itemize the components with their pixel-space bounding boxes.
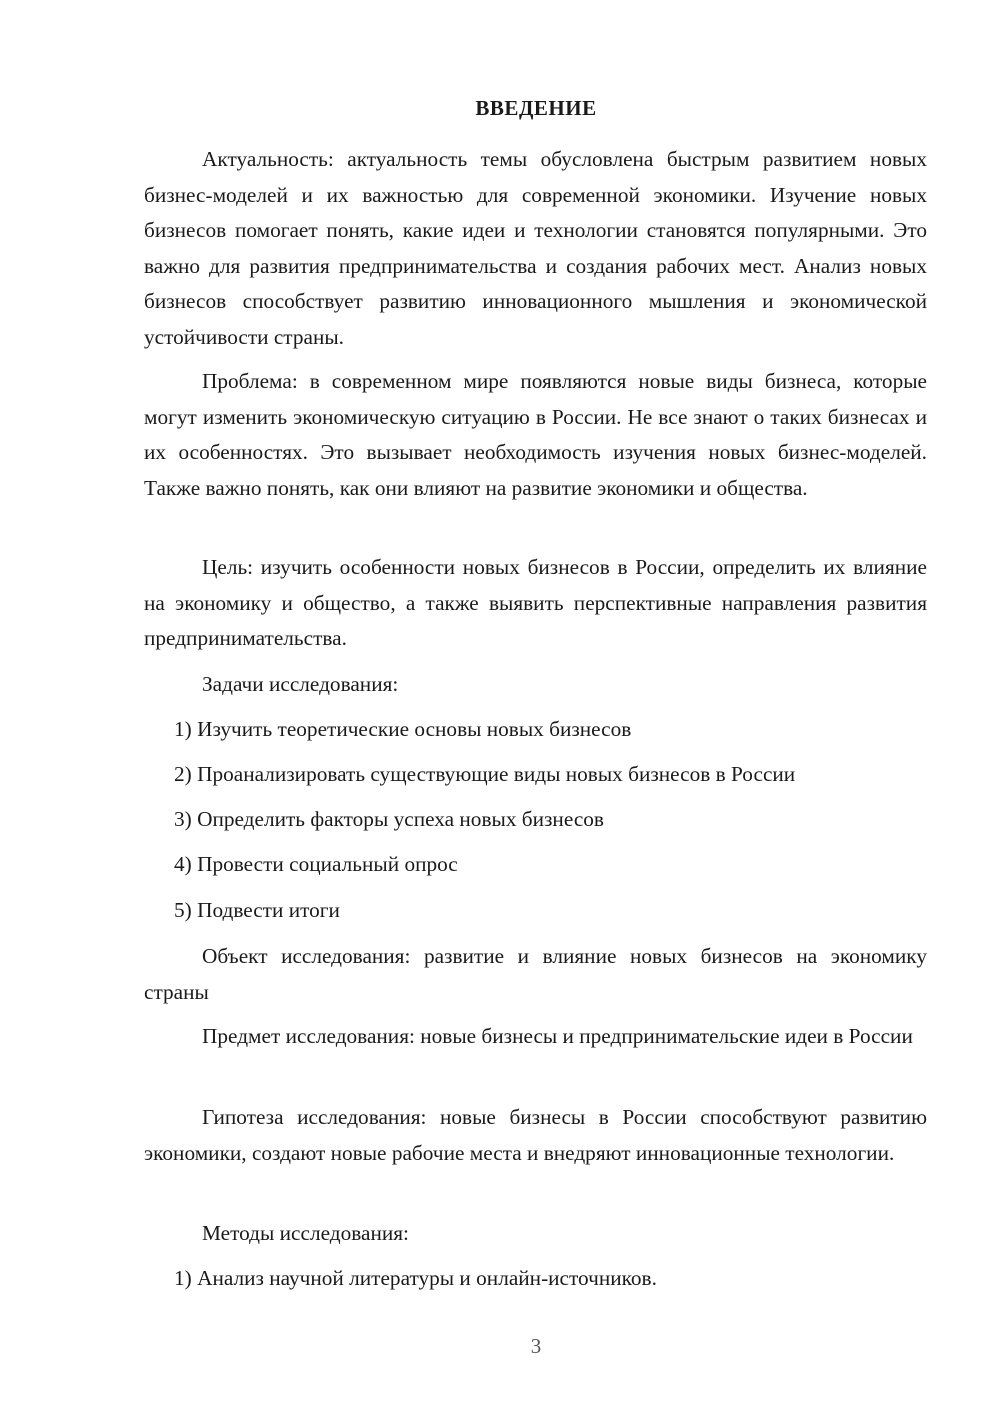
relevance-paragraph: Актуальность: актуальность темы обусловлена быстрым развитием новых бизнес-моделей и их важностью для современной экономики. Изучение новых бизнесов помогает понять, какие идеи и технологии становятся популярными. Это важно для развития предпринимательства и создания рабочих мест. Анализ новых бизнесов способствует развитию инновационного мышления и экономической устойчивости страны. xyxy=(144,147,927,349)
task-item: 3) Определить факторы успеха новых бизнесов xyxy=(174,807,604,831)
task-item: 4) Провести социальный опрос xyxy=(174,852,458,876)
task-item: 1) Изучить теоретические основы новых бизнесов xyxy=(174,717,632,741)
page-title: ВВЕДЕНИЕ xyxy=(475,96,597,120)
tasks-heading: Задачи исследования: xyxy=(202,672,399,696)
page-number: 3 xyxy=(530,1334,542,1358)
task-item: 2) Проанализировать существующие виды новых бизнесов в России xyxy=(174,762,796,786)
object-paragraph: Объект исследования: развитие и влияние новых бизнесов на экономику страны xyxy=(144,944,927,1004)
task-item: 5) Подвести итоги xyxy=(174,898,340,922)
methods-heading: Методы исследования: xyxy=(202,1221,409,1245)
method-item: 1) Анализ научной литературы и онлайн-источников. xyxy=(174,1266,657,1290)
goal-paragraph: Цель: изучить особенности новых бизнесов в России, определить их влияние на экономику и общество, а также выявить перспективные направления развития предпринимательства. xyxy=(144,555,927,650)
problem-paragraph: Проблема: в современном мире появляются новые виды бизнеса, которые могут изменить экономическую ситуацию в России. Не все знают о таких бизнесах и их особенностях. Это вызывает необходимость изучения новых бизнес-моделей. Также важно понять, как они влияют на развитие экономики и общества. xyxy=(144,369,927,500)
subject-paragraph: Предмет исследования: новые бизнесы и предпринимательские идеи в России xyxy=(202,1024,913,1048)
hypothesis-paragraph: Гипотеза исследования: новые бизнесы в России способствуют развитию экономики, создают новые рабочие места и внедряют инновационные технологии. xyxy=(144,1105,927,1165)
